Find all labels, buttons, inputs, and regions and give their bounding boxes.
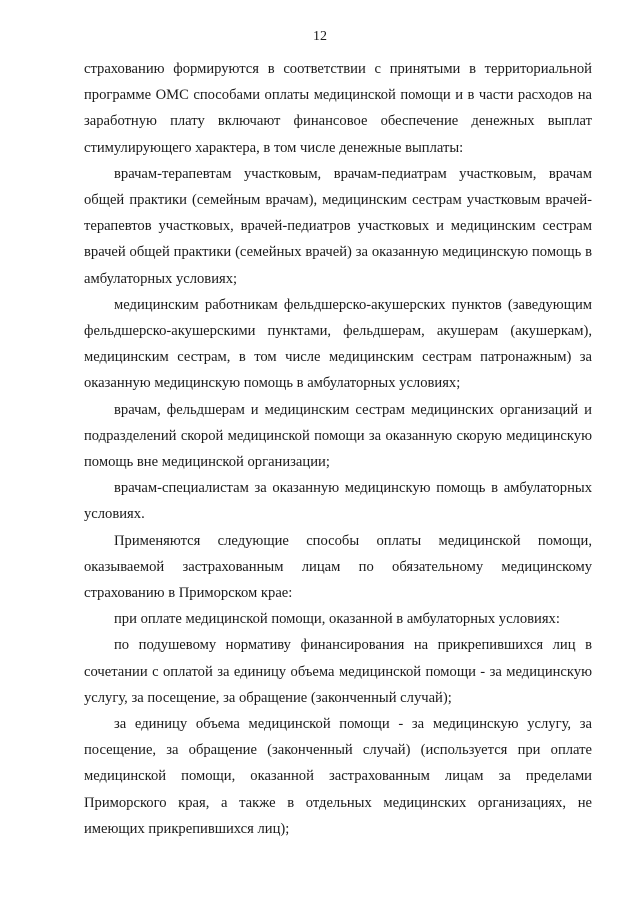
paragraph-per-capita-method: по подушевому нормативу финансирования на прикрепившихся лиц в сочетании с оплатой за единицу объема медицинской помощи - за медицинскую услугу, за посещение, за обращение (законченный случай);	[84, 637, 592, 706]
paragraph-continuation: страхованию формируются в соответствии с принятыми в территориальной программе ОМС способами оплаты медицинской помощи и в части расходов на заработную плату включают финансовое обеспечение денежных выплат стимулирующего характера, в том числе денежные выплаты:	[84, 61, 592, 156]
paragraph-per-unit-method: за единицу объема медицинской помощи - за медицинскую услугу, за посещение, за обращение (законченный случай) (используется при оплате медицинской помощи, оказанной застрахованным лицам за пределами Приморского края, а также в отдельных медицинских организациях, не имеющих прикрепившихся лиц);	[84, 716, 592, 837]
paragraph-payment-methods-intro: Применяются следующие способы оплаты медицинской помощи, оказываемой застрахованным лицам по обязательному медицинскому страхованию в Приморском крае:	[84, 532, 592, 602]
document-body	[84, 56, 592, 842]
paragraph-outpatient-heading: при оплате медицинской помощи, оказанной в амбулаторных условиях:	[114, 611, 560, 628]
page-number: 12	[313, 29, 327, 44]
paragraph-feldsher-stations: медицинским работникам фельдшерско-акушерских пунктов (заведующим фельдшерско-акушерскими пунктами, фельдшерам, акушерам (акушеркам), медицинским сестрам, в том числе медицинским сестрам патронажным) за оказанную медицинскую помощь в амбулаторных условиях;	[84, 296, 592, 392]
paragraph-district-doctors: врачам-терапевтам участковым, врачам-педиатрам участковым, врачам общей практики (семейным врачам), медицинским сестрам участковым врачей-терапевтов участковых, врачей-педиатров участковых и медицинским сестрам врачей общей практики (семейных врачей) за оказанную медицинскую помощь в амбулаторных условиях;	[84, 165, 592, 287]
paragraph-specialists: врачам-специалистам за оказанную медицинскую помощь в амбулаторных условиях.	[84, 480, 592, 523]
paragraph-emergency-care: врачам, фельдшерам и медицинским сестрам медицинских организаций и подразделений скорой медицинской помощи за оказанную скорую медицинскую помощь вне медицинской организации;	[84, 401, 592, 471]
